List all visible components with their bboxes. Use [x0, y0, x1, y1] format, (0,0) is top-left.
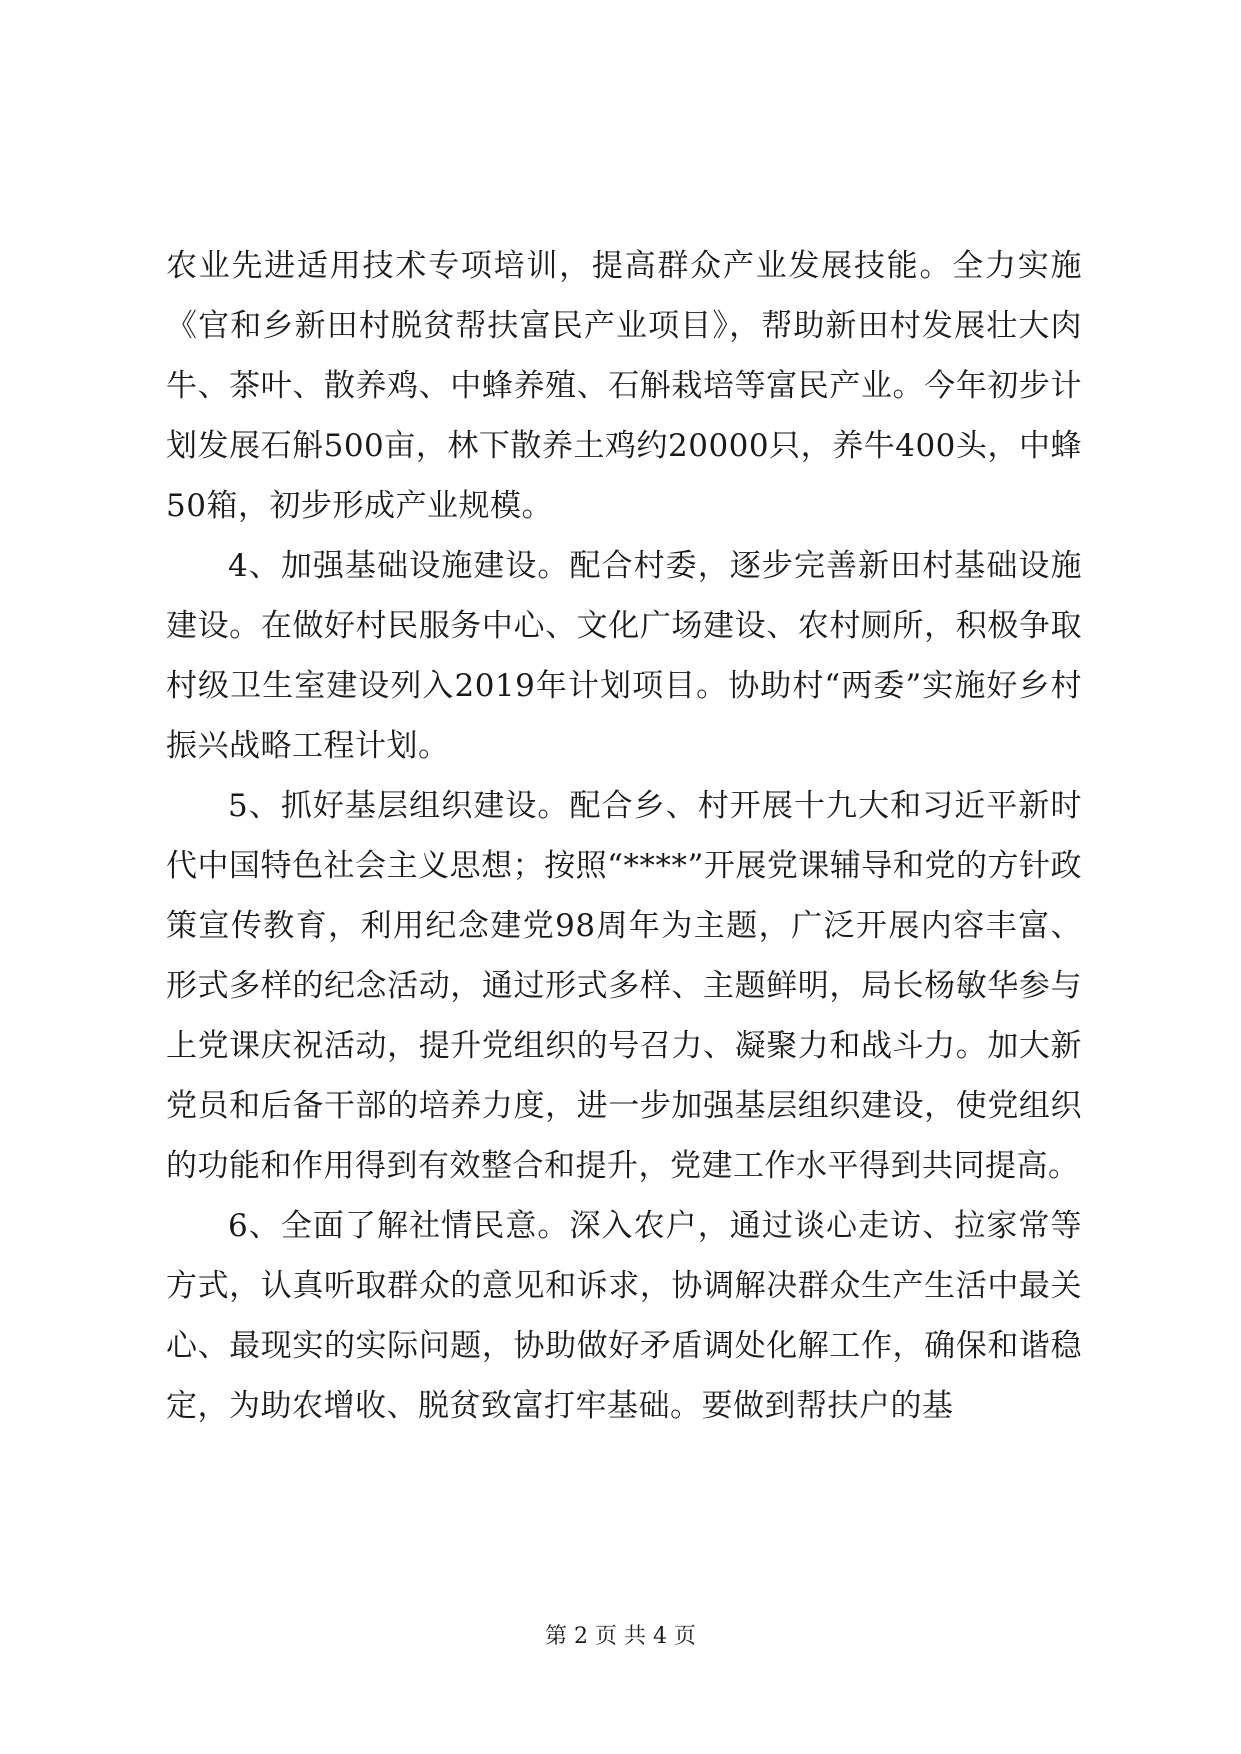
paragraph-agriculture-training: 农业先进适用技术专项培训，提高群众产业发展技能。全力实施《官和乡新田村脱贫帮扶富民产业项目》，帮助新田村发展壮大肉牛、茶叶、散养鸡、中蜂养殖、石斛栽培等富民产业。今年初步计划发展石斛500亩，林下散养土鸡约20000只，养牛400头，中蜂50箱，初步形成产业规模。: [166, 248, 1082, 524]
document-body: [166, 236, 1082, 1436]
paragraph-infrastructure: 4、加强基础设施建设。配合村委，逐步完善新田村基础设施建设。在做好村民服务中心、文化广场建设、农村厕所，积极争取村级卫生室建设列入2019年计划项目。协助村“两委”实施好乡村振兴战略工程计划。: [166, 548, 1082, 764]
paragraph-party-organization: 5、抓好基层组织建设。配合乡、村开展十九大和习近平新时代中国特色社会主义思想；按照“****”开展党课辅导和党的方针政策宣传教育，利用纪念建党98周年为主题，广泛开展内容丰富、形式多样的纪念活动，通过形式多样、主题鲜明，局长杨敏华参与上党课庆祝活动，提升党组织的号召力、凝聚力和战斗力。加大新党员和后备干部的培养力度，进一步加强基层组织建设，使党组织的功能和作用得到有效整合和提升，党建工作水平得到共同提高。: [166, 788, 1082, 1184]
page-footer: [0, 1622, 1241, 1652]
paragraph-public-opinion: 6、全面了解社情民意。深入农户，通过谈心走访、拉家常等方式，认真听取群众的意见和诉求，协调解决群众生产生活中最关心、最现实的实际问题，协助做好矛盾调处化解工作，确保和谐稳定，为助农增收、脱贫致富打牢基础。要做到帮扶户的基: [166, 1208, 1082, 1424]
page-number-label: 第 2 页 共 4 页: [545, 1624, 696, 1649]
